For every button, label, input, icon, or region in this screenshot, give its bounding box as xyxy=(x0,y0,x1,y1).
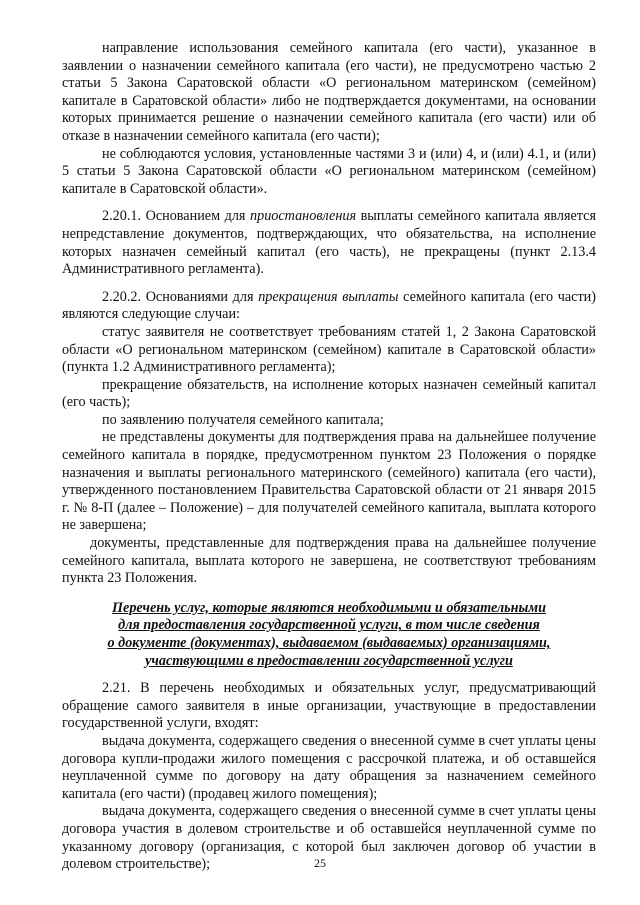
heading-line: для предоставления государственной услуги, в том числе сведения xyxy=(118,617,540,634)
emphasis-termination: прекращения выплаты xyxy=(258,288,399,305)
list-item-applicant-status: статус заявителя не соответствует требованиям статей 1, 2 Закона Саратовской области «О региональном материнском (семейном) капитале в Саратовской области» (пункта 1.2 Административного регламента); xyxy=(62,323,596,376)
document-page xyxy=(62,40,596,874)
list-item-sale-contract-document: выдача документа, содержащего сведения о внесенной сумме в счет уплаты цены договора купли-продажи жилого помещения с рассрочкой платежа, и об оставшейся неуплаченной сумме по договору на дату обращения за назначением семейного капитала (его части) (продавец жилого помещения); xyxy=(62,732,596,802)
list-item-documents-not-compliant: документы, представленные для подтверждения права на дальнейшее получение семейного капитала, выплата которого не завершена, не соответствуют требованиям пункта 23 Положения. xyxy=(62,535,596,587)
paragraph-2-21: 2.21. В перечень необходимых и обязательных услуг, предусматривающий обращение самого заявителя в иные организации, участвующие в предоставлении государственной услуги, входят: xyxy=(62,680,596,732)
list-item-obligations-ended: прекращение обязательств, на исполнение которых назначен семейный капитал (его часть); xyxy=(62,376,596,411)
heading-line: участвующими в предоставлении государственной услуги xyxy=(145,652,513,669)
page-number: 25 xyxy=(314,856,326,870)
paragraph-conditions-not-met: не соблюдаются условия, установленные частями 3 и (или) 4, и (или) 4.1, и (или) 5 статьи 5 Закона Саратовской области «О региональном материнском (семейном) капитале в Саратовской области». xyxy=(62,145,596,197)
paragraph-2-20-2: 2.20.2. Основаниями для прекращения выплаты семейного капитала (его части) являются следующие случаи: xyxy=(62,288,596,323)
section-heading xyxy=(62,600,596,670)
list-item-by-request: по заявлению получателя семейного капитала; xyxy=(102,411,384,428)
heading-line: Перечень услуг, которые являются необходимыми и обязательными xyxy=(111,599,546,616)
list-item-documents-not-provided: не представлены документы для подтверждения права на дальнейшее получение семейного капитала в порядке, предусмотренном пунктом 23 Положения о порядке назначения и выплаты регионального материнского (семейного) капитала (его части), утвержденного постановлением Правительства Саратовской области от 21 января 2015 г. № 8-П (далее – Положение) – для получателей семейного капитала, выплата которого не завершена; xyxy=(62,429,596,534)
heading-line: о документе (документах), выдаваемом (выдаваемых) организациями, xyxy=(107,635,551,651)
emphasis-suspension: приостановления xyxy=(250,208,357,225)
paragraph-2-20-1: 2.20.1. Основанием для приостановления выплаты семейного капитала является непредставление документов, подтверждающих, что обязательства, на исполнение которых назначен семейный капитал (его часть), не прекращены (пункт 2.13.4 Административного регламента). xyxy=(62,208,596,278)
list-item-shared-construction-document: выдача документа, содержащего сведения о внесенной сумме в счет уплаты цены договора участия в долевом строительстве и об оставшейся неуплаченной сумме по указанному договору (организация, с которой был заключен договор об участии в долевом строительстве); xyxy=(62,803,596,873)
paragraph-capital-direction: направление использования семейного капитала (его части), указанное в заявлении о назначении семейного капитала (его части), не предусмотрено частью 2 статьи 5 Закона Саратовской области «О региональном материнском (семейном) капитале в Саратовской области» либо не подтверждается документами, на основании которых принимается решение о назначении семейного капитала (его части) или об отказе в назначении семейного капитала (его части); xyxy=(62,40,596,144)
